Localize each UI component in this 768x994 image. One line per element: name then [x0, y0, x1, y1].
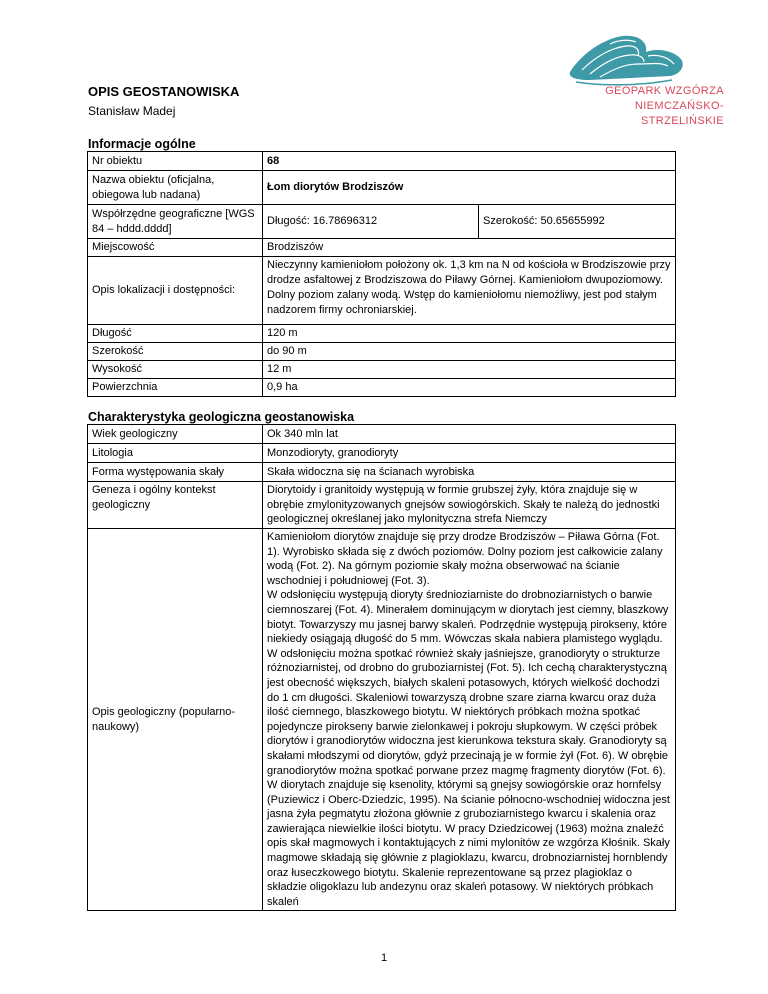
table-row — [88, 205, 676, 239]
latitude: Szerokość: 50.65655992 — [479, 205, 676, 239]
access-label: Opis lokalizacji i dostępności: — [88, 257, 263, 325]
document-title: OPIS GEOSTANOWISKA — [88, 84, 240, 99]
logo-line1: GEOPARK WZGÓRZA — [605, 85, 724, 97]
table-row — [88, 361, 676, 379]
section-title-general: Informacje ogólne — [88, 137, 196, 151]
width-value: do 90 m — [263, 343, 676, 361]
age-label: Wiek geologiczny — [88, 425, 263, 444]
table-row — [88, 379, 676, 397]
litho-label: Litologia — [88, 444, 263, 463]
table-row — [88, 529, 676, 911]
form-label: Forma występowania skały — [88, 463, 263, 482]
geopark-logo — [560, 26, 690, 90]
genesis-value: Diorytoidy i granitoidy występują w formie grubszej żyły, która znajduje się w obrębie zmylonityzowanych gnejsów sowiogórskich. Skały te należą do jednostki geologicznej określanej jako mylonityczna strefa Niemczy — [263, 482, 676, 529]
table-row — [88, 152, 676, 171]
table-row — [88, 257, 676, 325]
logo-text — [560, 84, 724, 129]
author: Stanisław Madej — [88, 104, 176, 118]
place-label: Miejscowość — [88, 239, 263, 257]
desc-paragraph-2: W odsłonięciu występują dioryty średnioziarniste do drobnoziarnistych o barwie ciemnoszarej (Fot. 4). Minerałem dominującym w diorytach jest ciemny, blaszkowy biotyt. Towarzyszy mu jasnej barwy skaleń. Podrzędnie występują pirokseny, które niekiedy osiągają długość do 5 mm. Wówczas skała nabiera plamistego wyglądu. W odsłonięciu można spotkać również skały jaśniejsze, granodioryty o strukturze różnoziarnistej, od drobno do gruboziarnistej (Fot. 5). Ich cechą charakterystyczną jest obecność większych, białych skaleni potasowych, których wielkość dochodzi do 1 cm długości. Skaleniowi towarzyszą drobne szare ziarna kwarcu oraz duża ilość ciemnego, blaszkowego biotytu. W niektórych próbkach można spotkać pojedyncze pirokseny barwie zielonkawej i pokroju słupkowym. W części próbek diorytów i granodiorytów widoczna jest kierunkowa tekstura skały. Granodioryty są skałami młodszymi od diorytów, gdyż przecinają je w formie żył (Fot. 6). W obrębie granodiorytów można spotkać porwane przez magmę fragmenty diorytów (Fot. 6). W diorytach znajduje się ksenolity, którymi są gnejsy sowiogórskie oraz hornfelsy (Puziewicz i Oberc-Dziedzic, 1995). Na ścianie północno-wschodniej widoczna jest jasna żyła pegmatytu złożona głównie z gruboziarnistego kwarcu i skalenia oraz zawierająca niewielkie ilości biotytu. W pracy Dziedzicowej (1963) można znaleźć opis skał magmowych i kontaktujących z nimi mylonitów ze wzgórza Kłośnik. Skały magmowe składają się głównie z plagioklazu, kwarcu, drobnoziarnistej hornblendy oraz łuseczkowego biotytu. Skalenie reprezentowane są przez plagioklaz o składzie oligoklazu lub andezynu oraz skaleń potasowy. W niektórych próbkach skaleń — [267, 589, 670, 908]
table-row — [88, 482, 676, 529]
genesis-label: Geneza i ogólny kontekst geologiczny — [88, 482, 263, 529]
desc-paragraph-1: Kamieniołom diorytów znajduje się przy drodze Brodziszów – Piława Górna (Fot. 1). Wyrobisko składa się z dwóch poziomów. Dolny poziom jest całkowicie zalany wodą (Fot. 2). Na górnym poziomie skały można obserwować na ścianie wschodniej i południowej (Fot. 3). — [267, 531, 663, 587]
nr-label: Nr obiektu — [88, 152, 263, 171]
nr-value: 68 — [263, 152, 676, 171]
height-value: 12 m — [263, 361, 676, 379]
area-value: 0,9 ha — [263, 379, 676, 397]
age-value: Ok 340 mln lat — [263, 425, 676, 444]
page-number: 1 — [380, 952, 388, 964]
table-row — [88, 444, 676, 463]
form-value: Skała widoczna się na ścianach wyrobiska — [263, 463, 676, 482]
litho-value: Monzodioryty, granodioryty — [263, 444, 676, 463]
name-label: Nazwa obiektu (oficjalna, obiegowa lub nadana) — [88, 171, 263, 205]
length-value: 120 m — [263, 325, 676, 343]
length-label: Długość — [88, 325, 263, 343]
place-value: Brodziszów — [263, 239, 676, 257]
height-label: Wysokość — [88, 361, 263, 379]
width-label: Szerokość — [88, 343, 263, 361]
table-row — [88, 463, 676, 482]
table-row — [88, 343, 676, 361]
table-row — [88, 171, 676, 205]
logo-line2: NIEMCZAŃSKO-STRZELIŃSKIE — [634, 100, 724, 127]
general-info-table — [87, 151, 676, 397]
name-value: Łom diorytów Brodziszów — [263, 171, 676, 205]
longitude: Długość: 16.78696312 — [263, 205, 479, 239]
geology-table — [87, 424, 676, 911]
table-row — [88, 325, 676, 343]
coords-label: Współrzędne geograficzne [WGS 84 – hddd.dddd] — [88, 205, 263, 239]
desc-label: Opis geologiczny (popularno-naukowy) — [88, 529, 263, 911]
table-row — [88, 425, 676, 444]
table-row — [88, 239, 676, 257]
area-label: Powierzchnia — [88, 379, 263, 397]
section-title-geology: Charakterystyka geologiczna geostanowiska — [88, 410, 355, 424]
geology-description — [263, 529, 676, 911]
access-value: Nieczynny kamieniołom położony ok. 1,3 km na N od kościoła w Brodziszowie przy drodze asfaltowej z Brodziszowa do Piławy Górnej. Kamieniołom dwupoziomowy. Dolny poziom zalany wodą. Wstęp do kamieniołomu niemożliwy, jest pod stałym nadzorem firmy ochroniarskiej. — [263, 257, 676, 325]
